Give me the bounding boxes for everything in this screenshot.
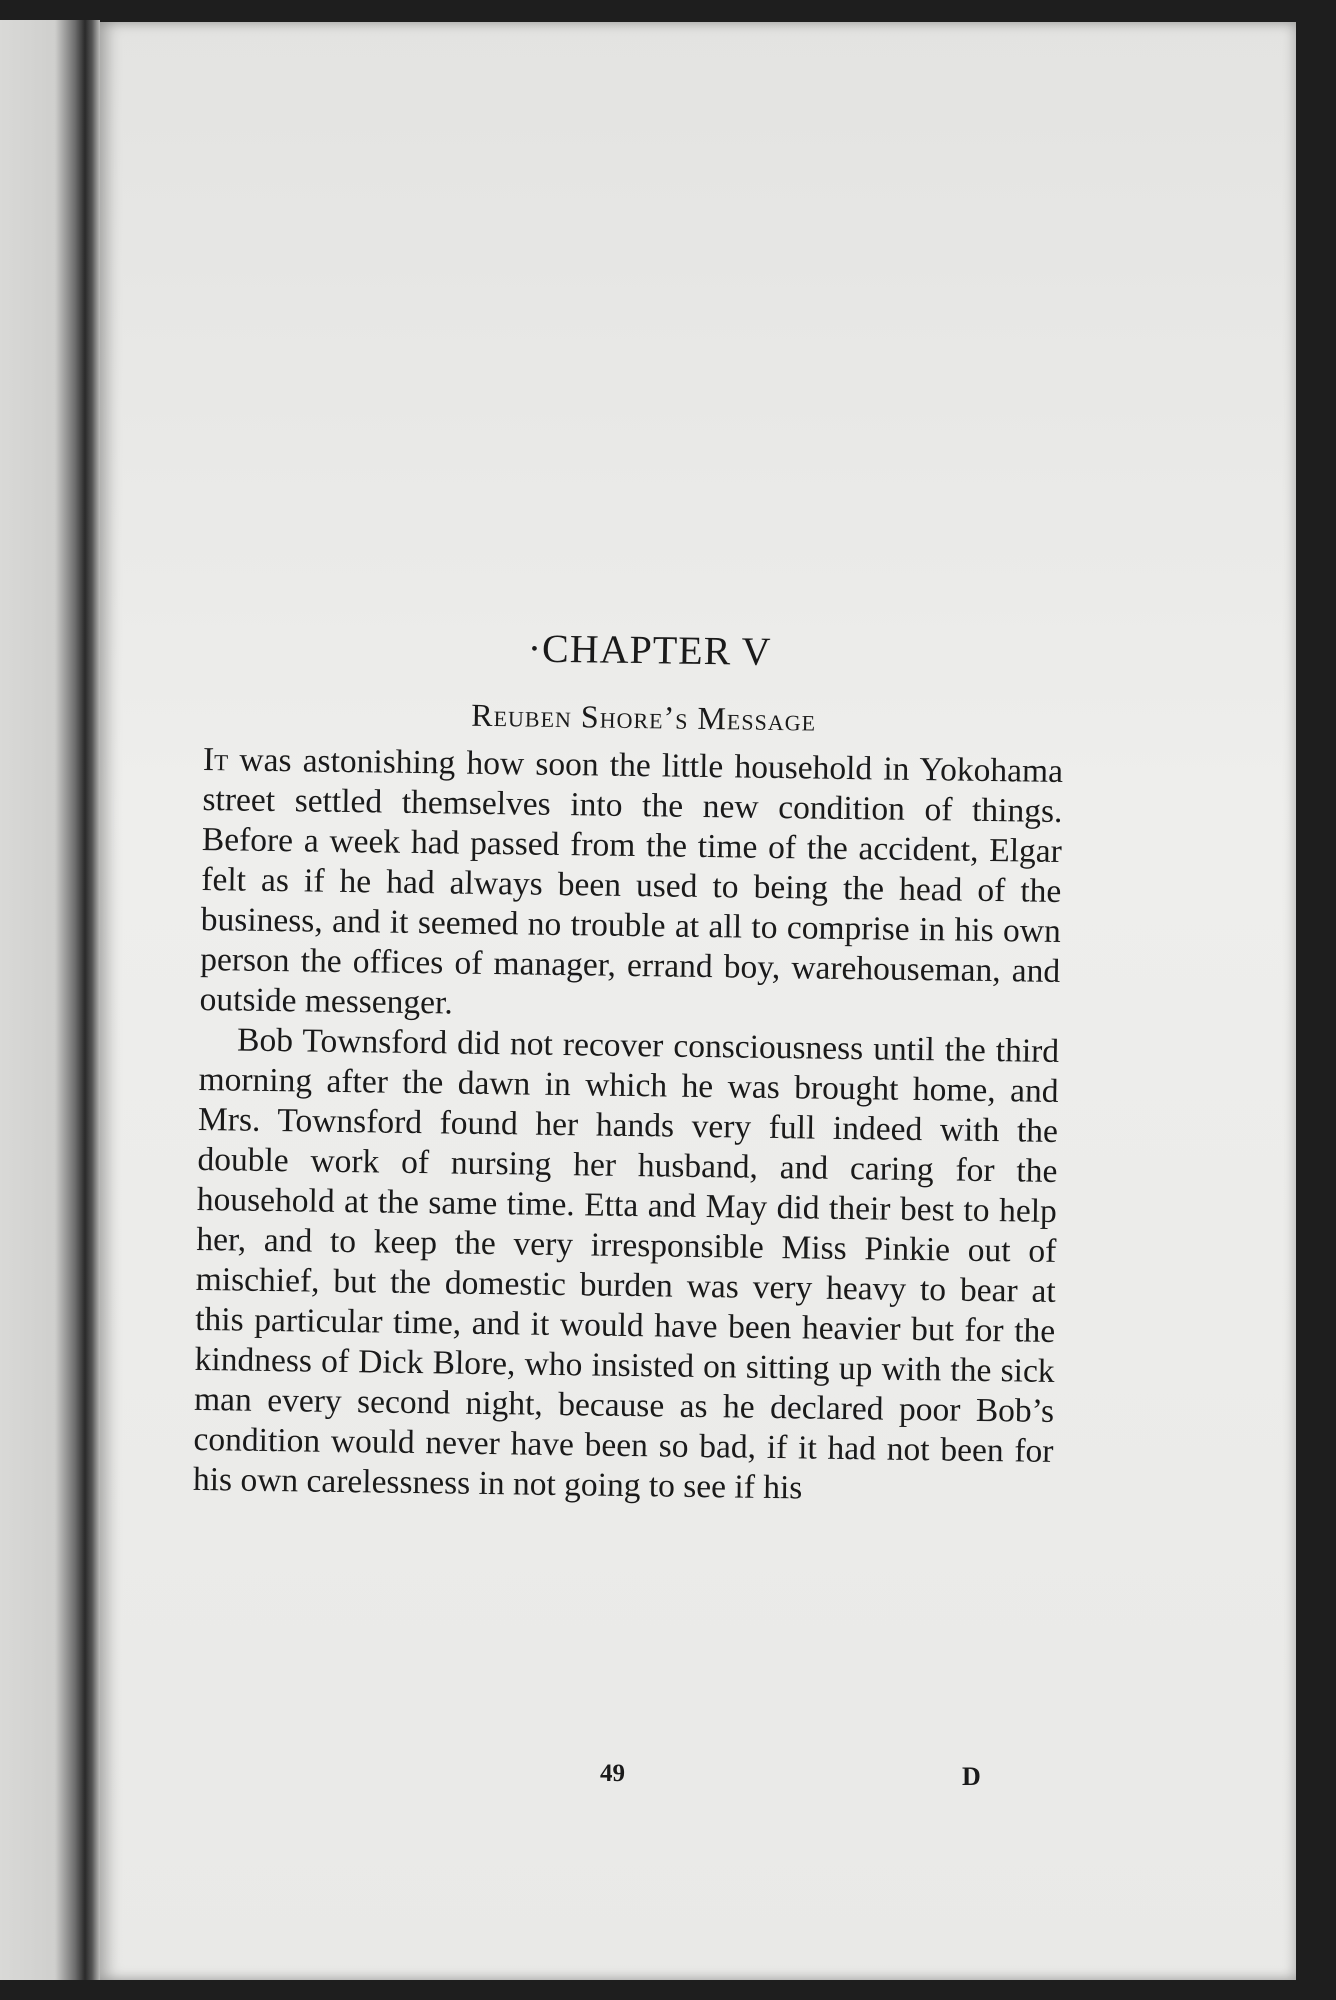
signature-mark: D [962,1762,981,1791]
paragraph-text: Bob Townsford did not recover consciousness until the third morning after the dawn in which he was brought home, and Mrs. Townsford found her hands very full indeed with the double work of nursing her husband, and caring for the household at the same time. Etta and May did their best to help her, and to keep the very irresponsible Miss Pinkie out of mischief, but the domestic burden was very heavy to bear at this particular time, and it would have been heavier but for the kindness of Dick Blore, who insisted on sitting up with the sick man every second night, because as he declared poor Bob’s condition would never have been so bad, if it had not been for his own carelessness in not going to see if his [192,1021,1060,1507]
paragraph-lead: It [202,740,229,779]
page-number: 49 [600,1760,625,1787]
paragraph-text: was astonishing how soon the little household in Yokohama street settled themselves into the new condition of things. Before a week had passed from the time of the accident, Elgar felt as if he had always been used to being the head of the business, and it seemed no trouble at all to comprise in his own person the offices of manager, errand boy, warehouseman, and outside messenger. [199,741,1064,1022]
page-content [193,620,1065,1512]
left-page-edge [0,20,100,1980]
chapter-title: ·CHAPTER V [527,625,772,674]
page [100,22,1296,1980]
paragraph-1 [199,740,1063,1032]
paragraph-2 [193,1020,1060,1512]
chapter-heading: Reuben Shore’s Message [471,696,817,738]
